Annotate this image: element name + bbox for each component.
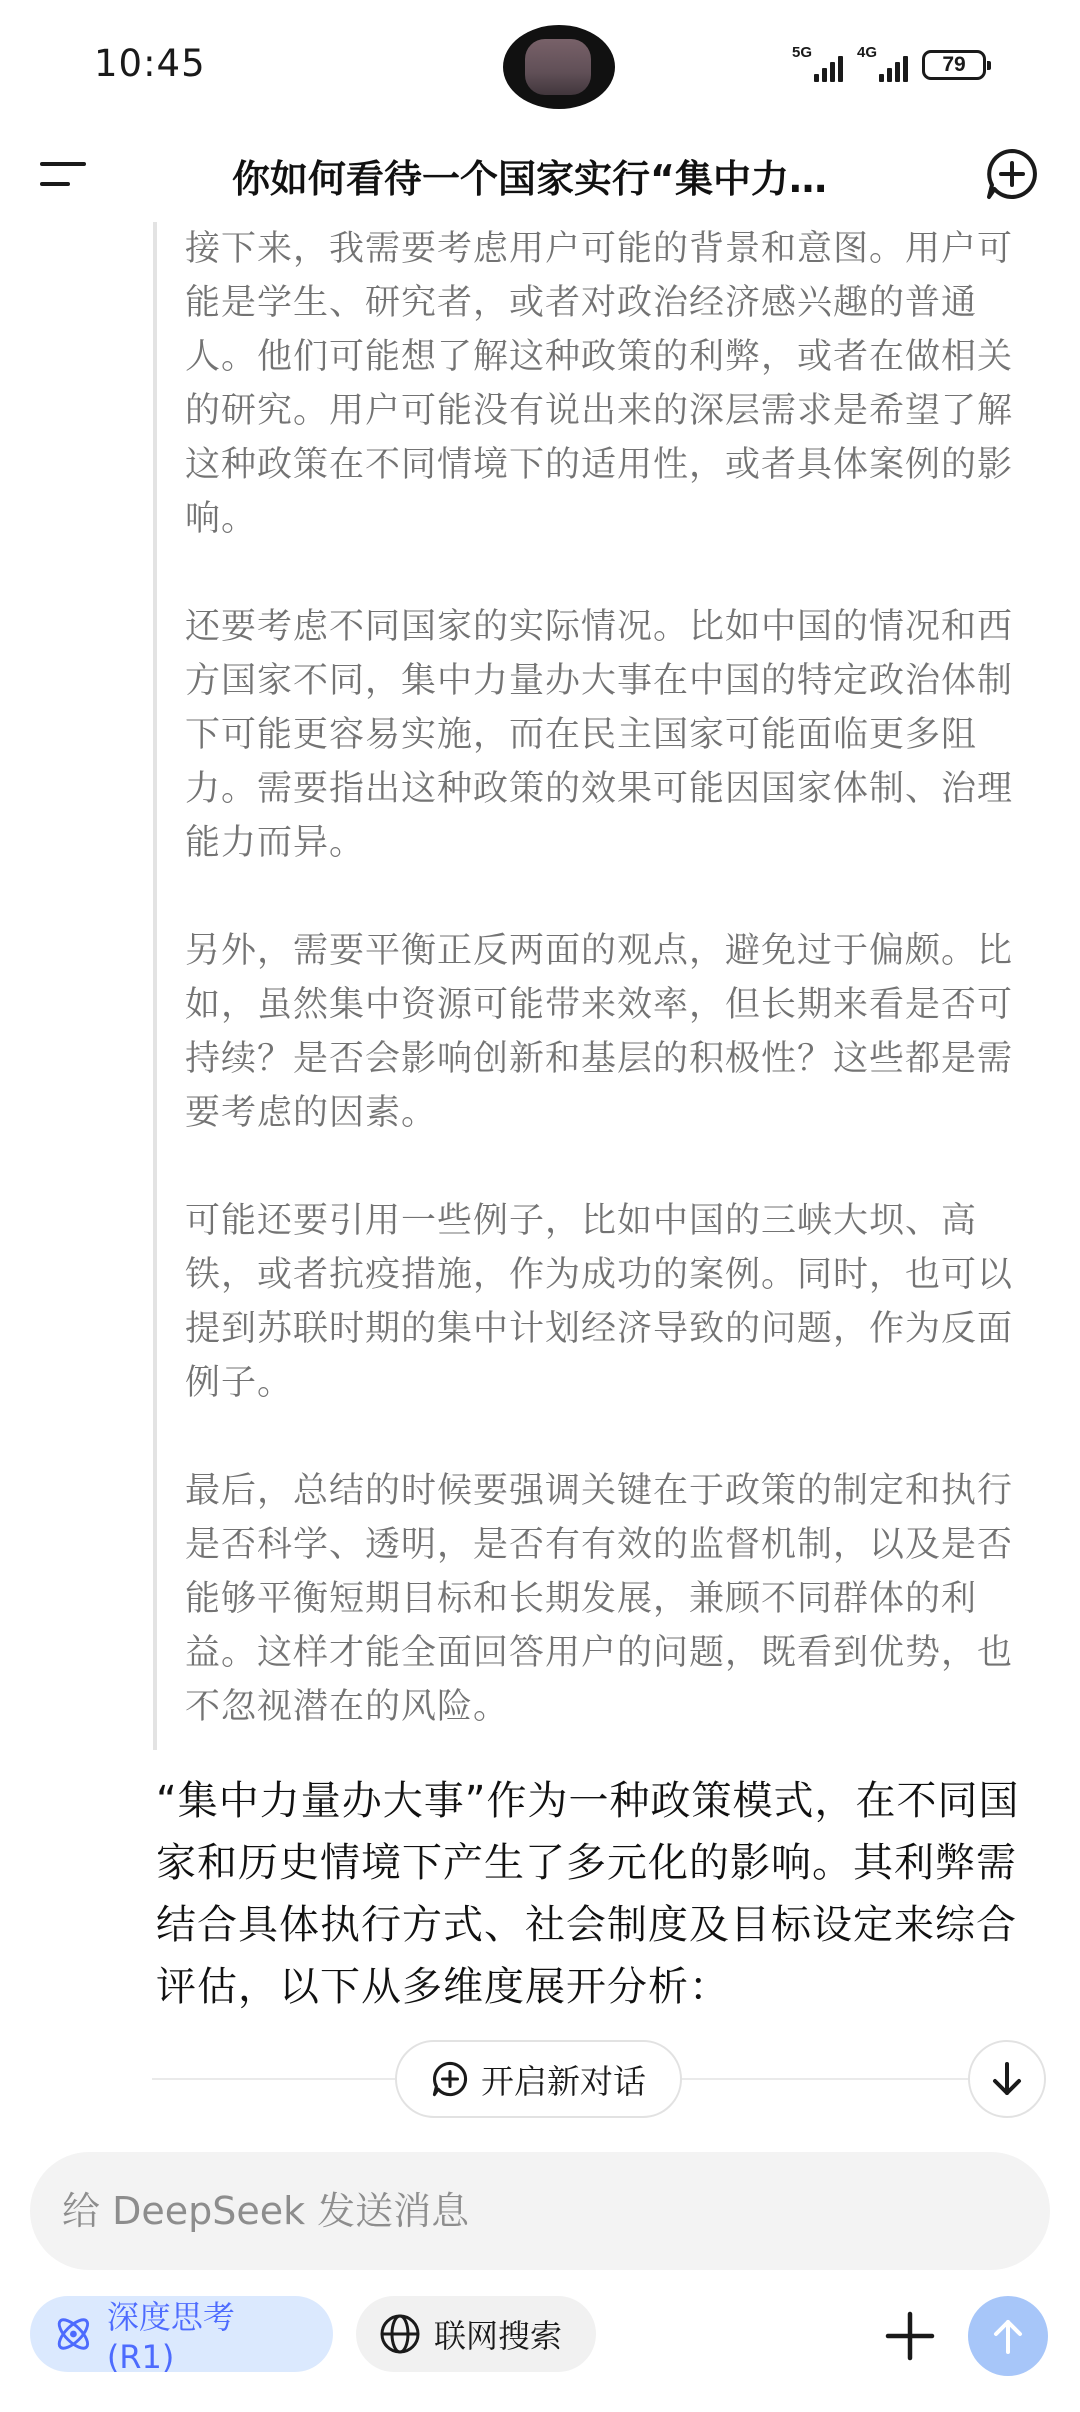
deep-think-label: 深度思考 (R1) [106,2298,235,2376]
signal-5g-icon: 5G [792,48,843,82]
reasoning-paragraph: 另外，需要平衡正反两面的观点，避免过于偏颇。比如，虽然集中资源可能带来效率，但长期来看是否可持续？是否会影响创新和基层的积极性？这些都是需要考虑的因素。 [185,931,1014,1133]
globe-icon [378,2312,422,2356]
web-search-label: 联网搜索 [434,2317,563,2355]
conversation-title: 你如何看待一个国家实行“集中力… [232,157,827,201]
battery-icon [922,50,986,80]
arrow-up-icon [988,2316,1028,2356]
chat-header [0,130,1080,216]
arrow-down-icon [987,2059,1027,2099]
new-chat-label: 开启新对话 [481,2061,646,2101]
send-button[interactable] [968,2296,1048,2376]
reasoning-paragraph: 最后，总结的时候要强调关键在于政策的制定和执行是否科学、透明，是否有有效的监督机制，以及是否能够平衡短期目标和长期发展，兼顾不同群体的利益。这样才能全面回答用户的问题，既看到优势，也不忽视潜在的风险。 [185,1471,1014,1727]
reasoning-paragraph: 接下来，我需要考虑用户可能的背景和意图。用户可能是学生、研究者，或者对政治经济感兴趣的普通人。他们可能想了解这种政策的利弊，或者在做相关的研究。用户可能没有说出来的深层需求是希望了解这种政策在不同情境下的适用性，或者具体案例的影响。 [185,229,1014,539]
camera-cutout [503,25,615,109]
plus-icon [880,2306,940,2366]
reasoning-block [153,222,1033,1750]
reasoning-paragraph: 可能还要引用一些例子，比如中国的三峡大坝、高铁，或者抗疫措施，作为成功的案例。同时，也可以提到苏联时期的集中计划经济导致的问题，作为反面例子。 [185,1201,1014,1403]
new-chat-button[interactable] [395,2040,682,2118]
message-composer[interactable] [30,2152,1050,2270]
web-search-toggle[interactable] [356,2296,596,2372]
deep-think-toggle[interactable] [30,2296,333,2376]
status-icons [792,44,986,82]
atom-icon [52,2312,95,2356]
status-bar [0,0,1080,130]
attach-plus-button[interactable] [880,2306,940,2366]
battery-level: 79 [942,53,966,76]
reasoning-paragraph: 还要考虑不同国家的实际情况。比如中国的情况和西方国家不同，集中力量办大事在中国的特定政治体制下可能更容易实施，而在民主国家可能面临更多阻力。需要指出这种政策的效果可能因国家体制、治理能力而异。 [185,607,1014,863]
message-input[interactable] [60,2188,964,2234]
answer-text: “集中力量办大事”作为一种政策模式，在不同国家和历史情境下产生了多元化的影响。其利弊需结合具体执行方式、社会制度及目标设定来综合评估，以下从多维度展开分析： [156,1778,1020,2010]
chat-plus-icon [431,2060,469,2098]
signal-4g-icon: 4G [857,48,908,82]
scroll-to-bottom-button[interactable] [968,2040,1046,2118]
menu-icon[interactable] [40,152,92,196]
chat-plus-icon[interactable] [984,146,1040,202]
status-time: 10:45 [94,42,206,85]
